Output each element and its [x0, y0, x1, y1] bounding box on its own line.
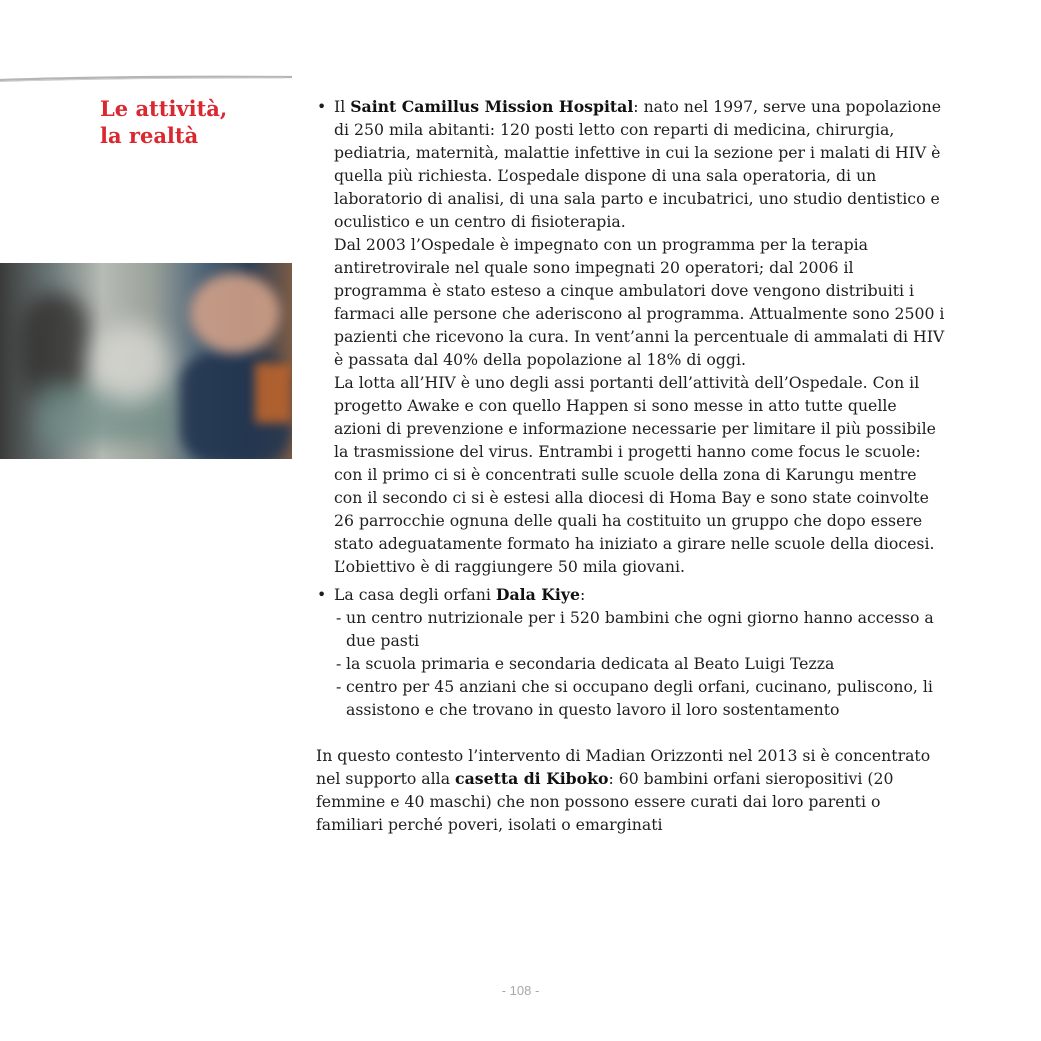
hospital-paragraph-1: Il Saint Camillus Mission Hospital: nato nel 1997, serve una popolazione di 250 mila abitanti: 120 posti letto con reparti di medicina, chirurgia, pediatria, maternità, malattie infettive in cui la sezione per i malati di HIV è quella più richiesta. L’ospedale dispone di una sala operatoria, di un laboratorio di analisi, di una sala parto e incubatrici, uno studio dentistico e oculistico e un centro di fisioterapia. — [334, 97, 942, 231]
list-item: - la scuola primaria e secondaria dedicata al Beato Luigi Tezza — [336, 654, 835, 673]
section-heading-line2: la realtà — [100, 123, 199, 148]
section-heading — [100, 95, 300, 149]
bullet-hospital — [316, 95, 946, 578]
orphanage-name: Dala Kiye — [495, 585, 580, 604]
kiboko-name: casetta di Kiboko — [455, 769, 609, 788]
orphanage-list — [334, 606, 946, 721]
bullet-dot: • — [317, 97, 327, 116]
hospital-paragraph-3: La lotta all’HIV è uno degli assi portanti dell’attività dell’Ospedale. Con il progetto Awake e con quello Happen si sono messe in atto tutte quelle azioni di prevenzione e informazione necessarie per limitare il più possibile la trasmissione del virus. Entrambi i progetti hanno come focus le scuole: con il primo ci si è concentrati sulle scuole della zona di Karungu mentre con il secondo ci si è estesi alla diocesi di Homa Bay e sono state coinvolte 26 parrocchie ognuna delle quali ha costituito un gruppo che dopo essere stato adeguatamente formato ha iniziato a girare nelle scuole della diocesi. L’obiettivo è di raggiungere 50 mila giovani. — [334, 373, 936, 576]
hospital-paragraph-2: Dal 2003 l’Ospedale è impegnato con un programma per la terapia antiretrovirale nel quale sono impegnati 20 operatori; dal 2006 il programma è stato esteso a cinque ambulatori dove vengono distribuiti i farmaci alle persone che aderiscono al programma. Attualmente sono 2500 i pazienti che ricevono la cura. In vent’anni la percentuale di ammalati di HIV è passata dal 40% della popolazione al 18% di oggi. — [334, 235, 945, 369]
decorative-rule — [0, 72, 292, 84]
hospital-photo — [0, 263, 292, 459]
list-item: - centro per 45 anziani che si occupano degli orfani, cucinano, puliscono, li assistono e che trovano in questo lavoro il loro sostentamento — [336, 677, 933, 719]
bullet-orphanage — [316, 583, 946, 721]
hospital-name: Saint Camillus Mission Hospital — [350, 97, 634, 116]
orphanage-intro: La casa degli orfani Dala Kiye: — [334, 585, 586, 604]
page-number: - 108 - — [501, 983, 540, 998]
list-item: - un centro nutrizionale per i 520 bambini che ogni giorno hanno accesso a due pasti — [336, 608, 934, 650]
bullet-dot: • — [317, 585, 327, 604]
closing-paragraph: In questo contesto l’intervento di Madian Orizzonti nel 2013 si è concentrato nel supporto alla casetta di Kiboko: 60 bambini orfani sieropositivi (20 femmine e 40 maschi) che non possono essere curati dai loro parenti o familiari perché poveri, isolati o emarginati — [316, 746, 931, 834]
section-heading-line1: Le attività, — [100, 96, 228, 121]
main-content — [316, 95, 946, 836]
